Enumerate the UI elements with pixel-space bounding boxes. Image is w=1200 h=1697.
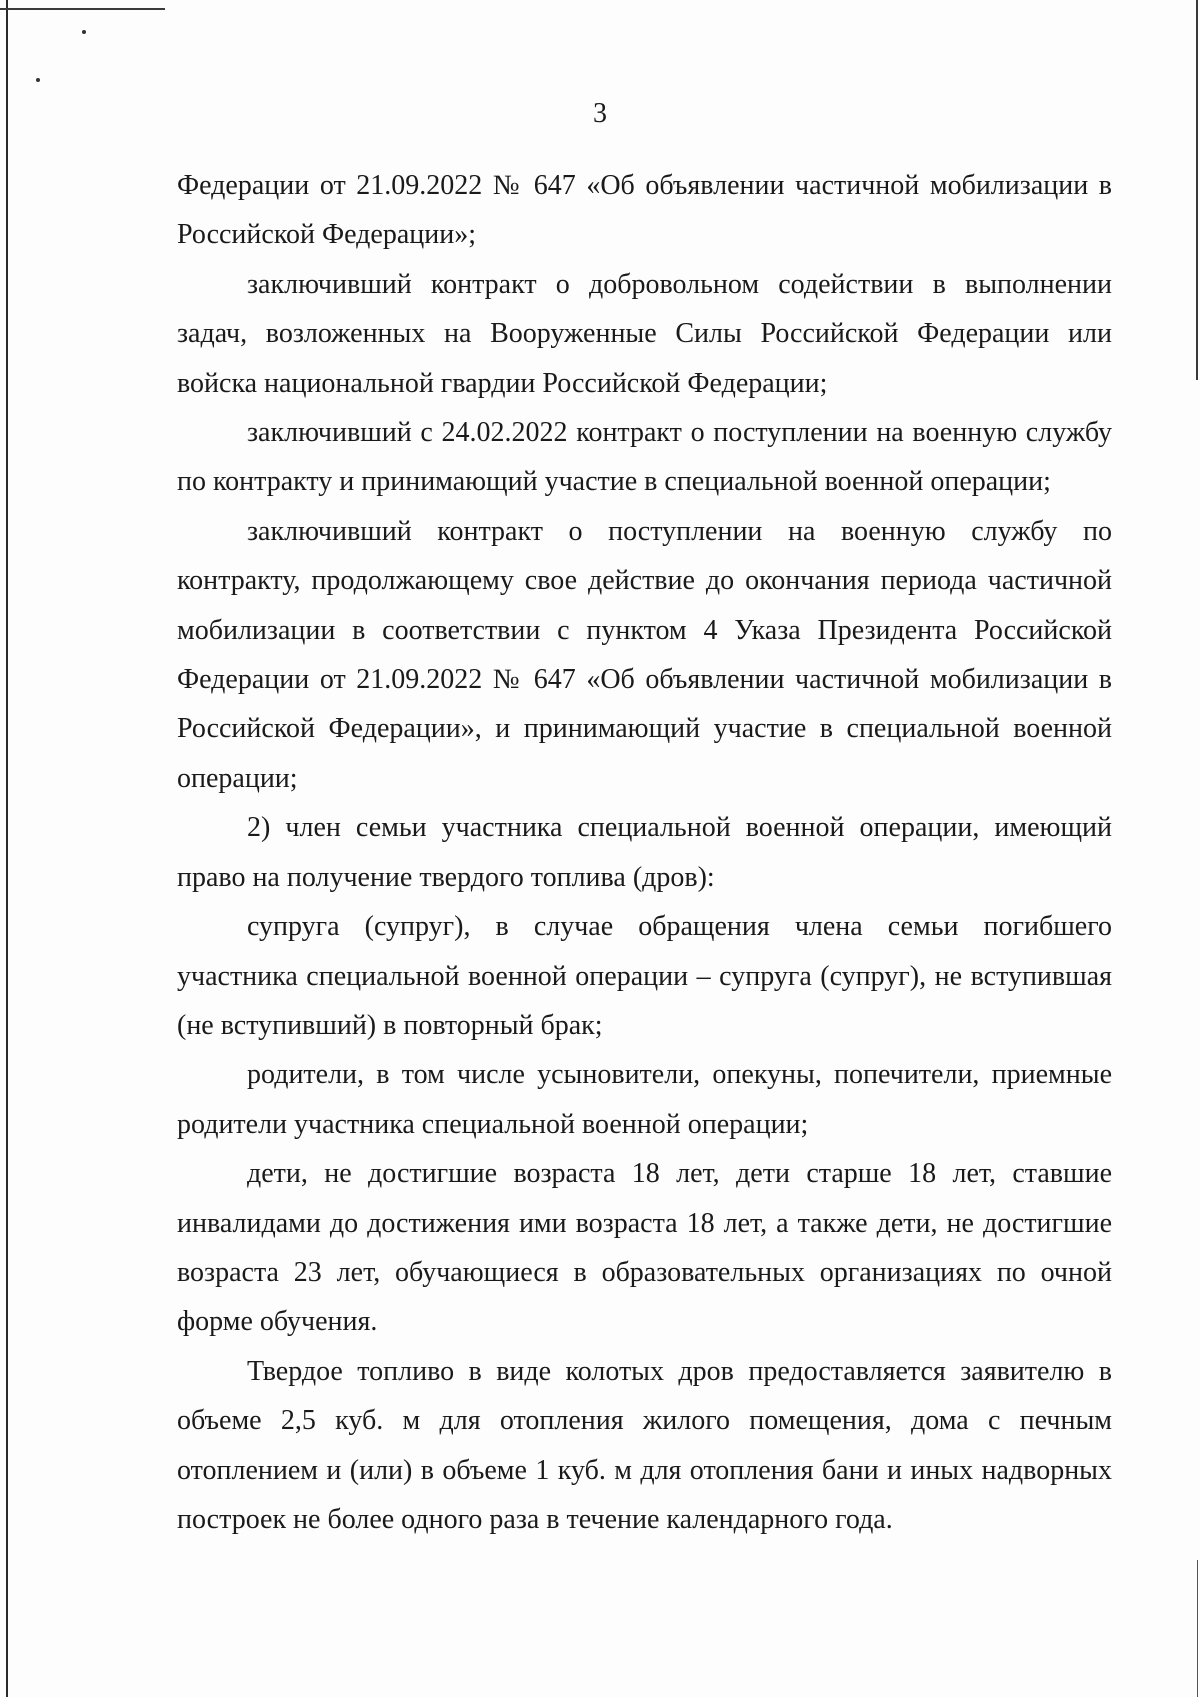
- page-number: 3: [593, 98, 607, 129]
- scan-edge-right-low: [1197, 1560, 1198, 1697]
- paragraph-9: Твердое топливо в виде колотых дров предоставляется заявителю в объеме 2,5 куб. м для отопления жилого помещения, дома с печным отоплением и (или) в объеме 1 куб. м для отопления бани и иных надворных построек не более одного раза в течение календарного года.: [177, 1355, 1112, 1535]
- document-body: [177, 161, 1112, 1544]
- paragraph-8: дети, не достигшие возраста 18 лет, дети старше 18 лет, ставшие инвалидами до достижения ими возраста 18 лет, а также дети, не достигшие возраста 23 лет, обучающиеся в образовательных организациях по очной форме обучения.: [177, 1158, 1112, 1338]
- paragraph-4: заключивший контракт о поступлении на военную службу по контракту, продолжающему свое действие до окончания периода частичной мобилизации в соответствии с пунктом 4 Указа Президента Российской Федерации от 21.09.2022 № 647 «Об объявлении частичной мобилизации в Российской Федерации», и принимающий участие в специальной военной операции;: [177, 515, 1112, 794]
- paragraph-3: заключивший с 24.02.2022 контракт о поступлении на военную службу по контракту и принимающий участие в специальной военной операции;: [177, 417, 1112, 498]
- paragraph-5: 2) член семьи участника специальной военной операции, имеющий право на получение твердого топлива (дров):: [177, 812, 1112, 893]
- scan-speck: [82, 30, 86, 34]
- scan-edge-top: [0, 8, 165, 10]
- paragraph-6: супруга (супруг), в случае обращения члена семьи погибшего участника специальной военной операции – супруга (супруг), не вступившая (не вступивший) в повторный брак;: [177, 911, 1112, 1041]
- scan-edge-left: [6, 0, 8, 1697]
- scan-speck: [36, 78, 40, 82]
- scan-edge-right: [1196, 0, 1198, 380]
- paragraph-2: заключивший контракт о добровольном содействии в выполнении задач, возложенных на Вооруженные Силы Российской Федерации или войска национальной гвардии Российской Федерации;: [177, 268, 1112, 399]
- paragraph-1: Федерации от 21.09.2022 № 647 «Об объявлении частичной мобилизации в Российской Федерации»;: [177, 170, 1112, 251]
- paragraph-7: родители, в том числе усыновители, опекуны, попечители, приемные родители участника специальной военной операции;: [177, 1059, 1112, 1140]
